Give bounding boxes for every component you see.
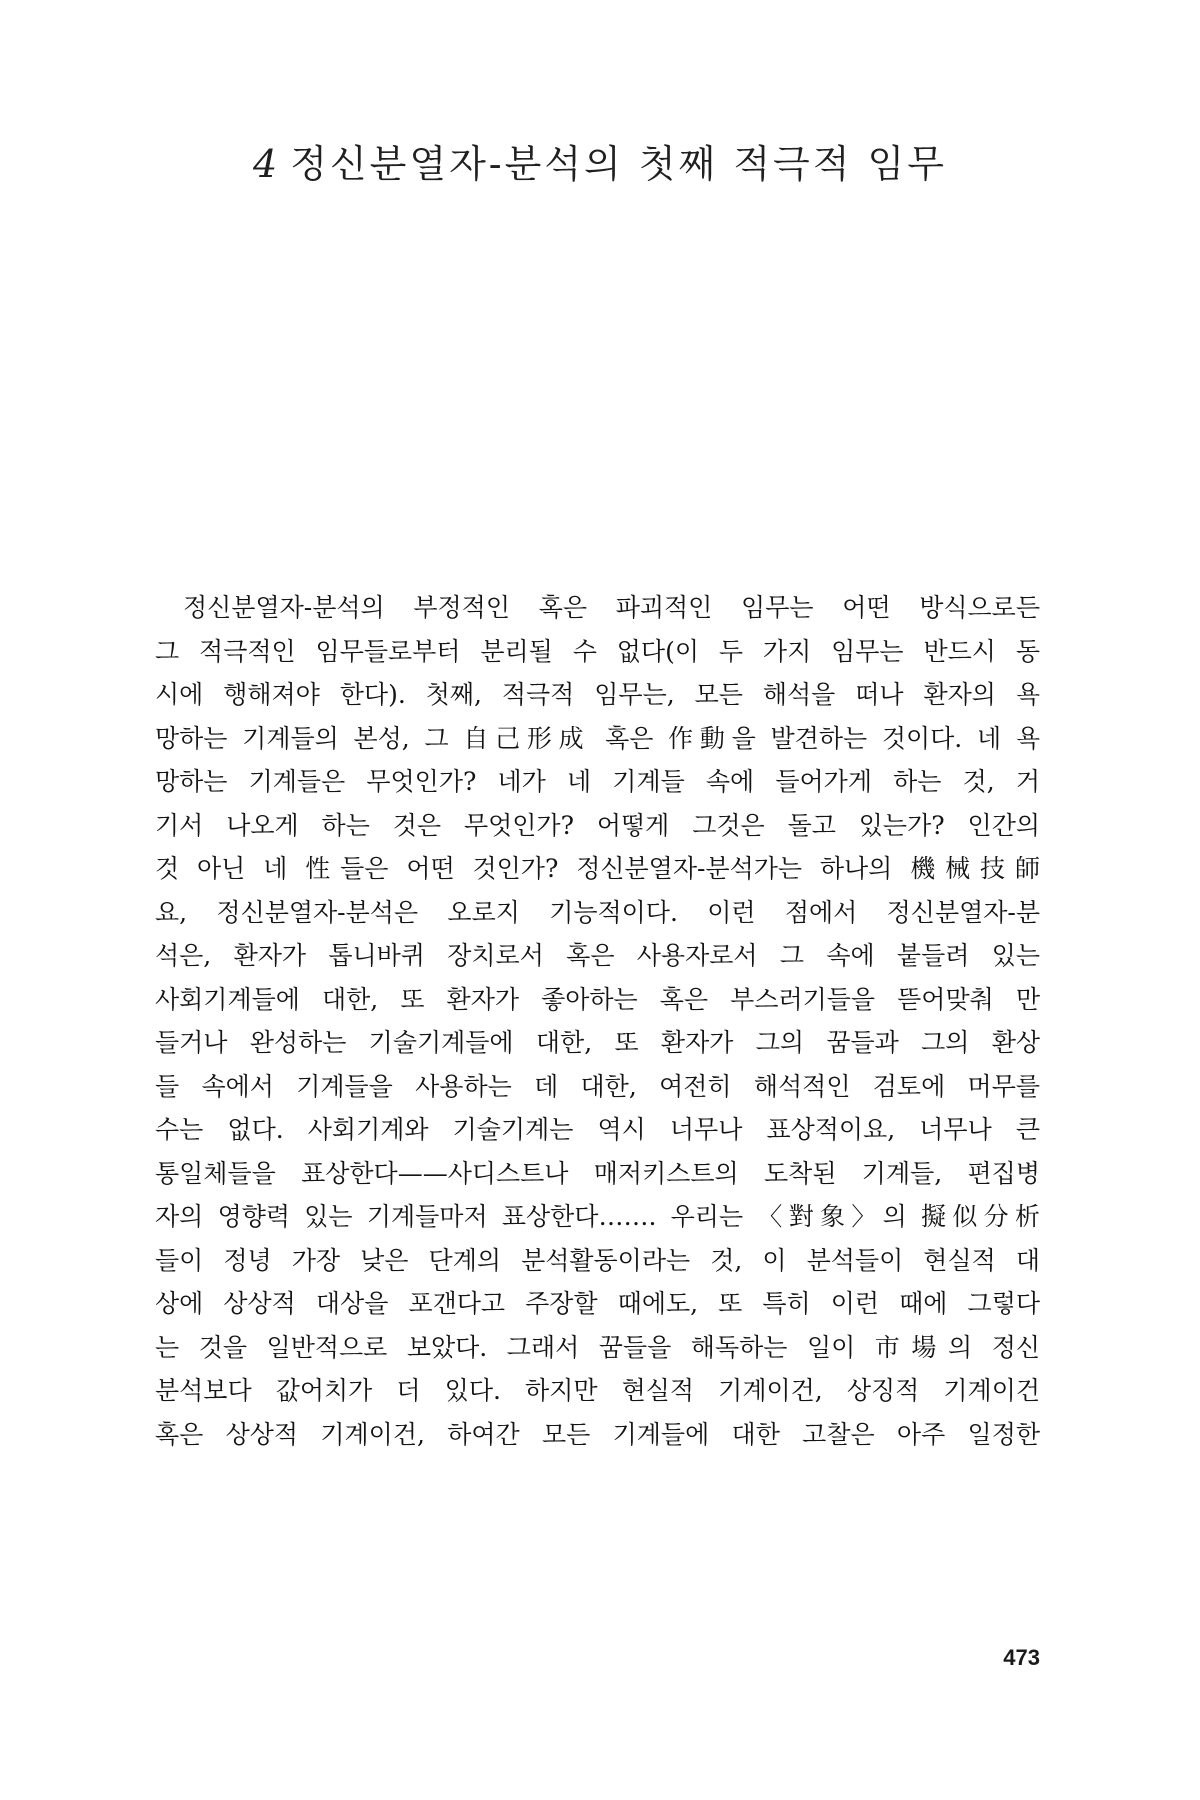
text-line: 정신분열자-분석의 부정적인 혹은 파괴적인 임무는 어떤 방식으로든 [183,593,1040,622]
chapter-heading [0,142,1200,186]
text-line: 석은, 환자가 톱니바퀴 장치로서 혹은 사용자로서 그 속에 붙들려 있는 [155,941,1040,970]
chapter-number: 4 [253,142,281,186]
text-line: 시에 행해져야 한다). 첫째, 적극적 임무는, 모든 해석을 떠나 환자의 욕 [155,680,1040,709]
body-paragraph [155,586,1040,1456]
text-line: 수는 없다. 사회기계와 기술기계는 역시 너무나 표상적이요, 너무나 큰 [155,1115,1040,1144]
text-line: 사회기계들에 대한, 또 환자가 좋아하는 혹은 부스러기들을 뜯어맞춰 만 [155,984,1040,1014]
text-line: 망하는 기계들의 본성, 그 自己形成 혹은 作動을 발견하는 것이다. 네 욕 [155,723,1040,753]
text-line: 혹은 상상적 기계이건, 하여간 모든 기계들에 대한 고찰은 아주 일정한 [155,1419,1040,1449]
text-line: 들이 정녕 가장 낮은 단계의 분석활동이라는 것, 이 분석들이 현실적 대 [155,1245,1040,1275]
text-line: 들거나 완성하는 기술기계들에 대한, 또 환자가 그의 꿈들과 그의 환상 [155,1028,1040,1057]
text-line: 기서 나오게 하는 것은 무엇인가? 어떻게 그것은 돌고 있는가? 인간의 [155,810,1040,840]
text-line: 망하는 기계들은 무엇인가? 네가 네 기계들 속에 들어가게 하는 것, 거 [155,767,1040,796]
text-line: 상에 상상적 대상을 포갠다고 주장할 때에도, 또 특히 이런 때에 그렇다 [155,1289,1040,1318]
text-line: 그 적극적인 임무들로부터 분리될 수 없다(이 두 가지 임무는 반드시 동 [155,636,1040,666]
text-line: 들 속에서 기계들을 사용하는 데 대한, 여전히 해석적인 검토에 머무를 [155,1071,1040,1101]
text-line: 요, 정신분열자-분석은 오로지 기능적이다. 이런 점에서 정신분열자-분 [155,897,1040,927]
text-line: 자의 영향력 있는 기계들마저 표상한다……. 우리는 〈對象〉의 擬似分析 [155,1202,1040,1231]
text-line: 분석보다 값어치가 더 있다. 하지만 현실적 기계이건, 상징적 기계이건 [155,1376,1040,1405]
text-line: 통일체들을 표상한다——사디스트나 매저키스트의 도착된 기계들, 편집병 [155,1158,1040,1188]
page-number: 473 [1003,1645,1040,1670]
chapter-title: 정신분열자-분석의 첫째 적극적 임무 [290,142,947,186]
text-line: 것 아닌 네 性들은 어떤 것인가? 정신분열자-분석가는 하나의 機械技師 [155,854,1040,883]
text-line: 는 것을 일반적으로 보았다. 그래서 꿈들을 해독하는 일이 市場의 정신 [155,1332,1040,1362]
